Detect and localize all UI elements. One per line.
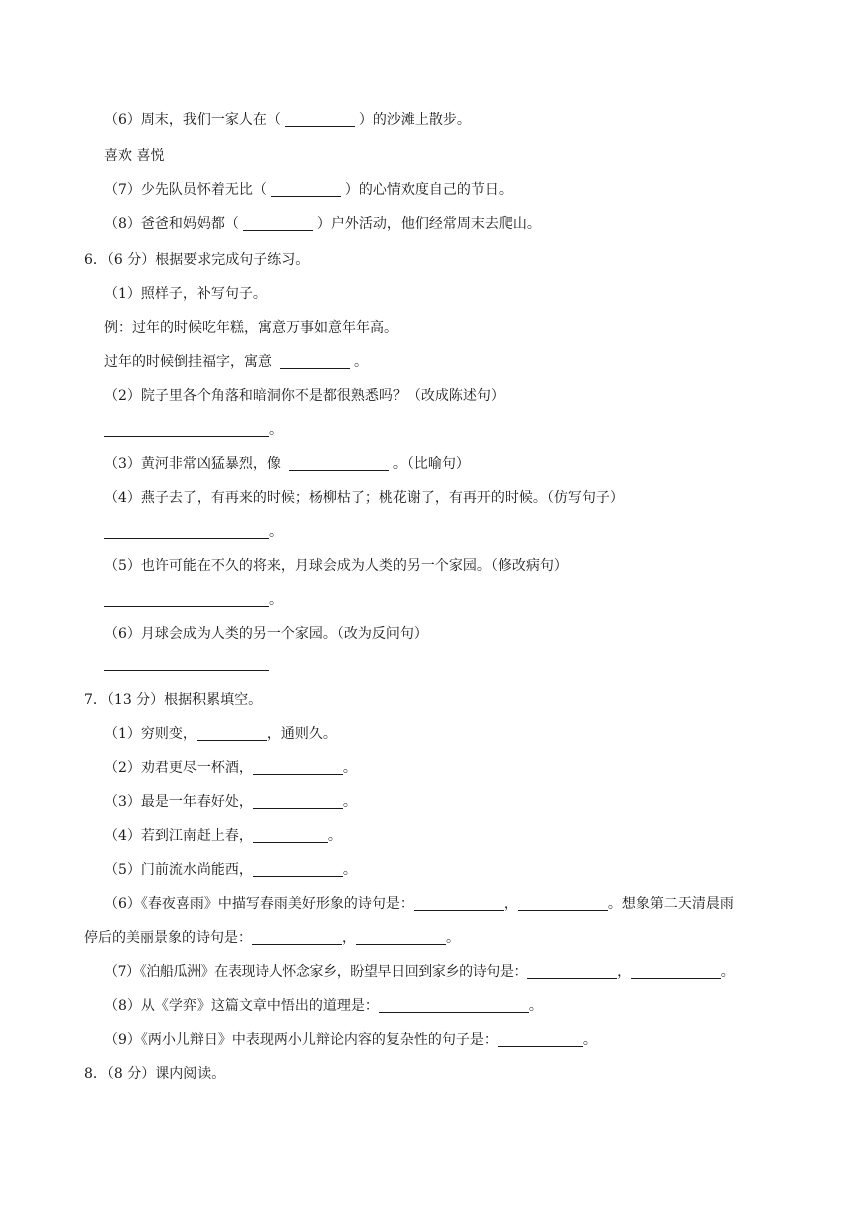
q7-item-3-text-end: 。 bbox=[342, 794, 357, 810]
q7-item-2-text: （2）劝君更尽一杯酒， bbox=[104, 760, 253, 776]
q7-item-1-text-end: ，通则久。 bbox=[266, 726, 337, 742]
q7-item-8 bbox=[104, 996, 543, 1016]
q6-title: 6．（6 分）根据要求完成句子练习。 bbox=[84, 252, 310, 268]
q7-item-1-text: （1）穷则变， bbox=[104, 726, 197, 742]
answer-blank[interactable] bbox=[498, 1032, 583, 1047]
answer-blank[interactable] bbox=[271, 182, 341, 197]
q5-item-6-text: （6）周末，我们一家人在（ bbox=[104, 112, 281, 128]
q7-item-6b-text-end: 。 bbox=[446, 930, 460, 946]
answer-blank[interactable] bbox=[527, 964, 617, 979]
q6-answer-line-5[interactable] bbox=[104, 590, 283, 610]
period: 。 bbox=[269, 422, 283, 438]
answer-blank[interactable] bbox=[197, 726, 267, 741]
q7-title: 7．（13 分）根据积累填空。 bbox=[84, 692, 263, 708]
q7-item-4-text-end: 。 bbox=[327, 828, 342, 844]
answer-blank[interactable] bbox=[631, 964, 721, 979]
answer-blank[interactable] bbox=[414, 896, 504, 911]
q6-item-4: （4）燕子去了，有再来的时候；杨柳枯了；桃花谢了，有再开的时候。（仿写句子） bbox=[104, 490, 624, 506]
q6-answer-line-4[interactable] bbox=[104, 522, 283, 542]
q5-item-8-text: （8）爸爸和妈妈都（ bbox=[104, 216, 239, 232]
q6-item-2: （2）院子里各个角落和暗洞你不是都很熟悉吗？（改成陈述句） bbox=[104, 388, 505, 404]
q8-title: 8．（8 分）课内阅读。 bbox=[84, 1066, 226, 1082]
q7-item-6-continued bbox=[84, 928, 460, 948]
q5-item-8-text-end: ）户外活动，他们经常周末去爬山。 bbox=[316, 216, 541, 232]
answer-blank[interactable] bbox=[253, 828, 328, 843]
answer-blank[interactable] bbox=[104, 422, 269, 437]
q7-item-7-text: （7）《泊船瓜洲》在表现诗人怀念家乡，盼望早日回到家乡的诗句是： bbox=[104, 964, 528, 980]
q7-item-9-text-end: 。 bbox=[582, 1032, 597, 1048]
answer-blank[interactable] bbox=[280, 354, 350, 369]
q7-item-6-text: （6）《春夜喜雨》中描写春雨美好形象的诗句是： bbox=[104, 896, 414, 912]
q5-item-6 bbox=[104, 110, 471, 130]
answer-blank[interactable] bbox=[243, 216, 313, 231]
answer-blank[interactable] bbox=[253, 862, 343, 877]
comma: ， bbox=[503, 896, 518, 912]
q7-item-6 bbox=[104, 894, 734, 914]
answer-blank[interactable] bbox=[518, 896, 608, 911]
q6-item-5: （5）也许可能在不久的将来，月球会成为人类的另一个家园。（修改病句） bbox=[104, 558, 568, 574]
q7-item-7-text-end: 。 bbox=[720, 964, 735, 980]
q7-item-3-text: （3）最是一年春好处， bbox=[104, 794, 253, 810]
q6-item-3-text: （3）黄河非常凶猛暴烈，像 bbox=[104, 456, 281, 472]
q6-fill-1 bbox=[104, 352, 368, 372]
q7-item-9 bbox=[104, 1030, 597, 1050]
q5-item-6-text-end: ）的沙滩上散步。 bbox=[358, 112, 471, 128]
q7-item-1 bbox=[104, 724, 337, 744]
q5-item-7-text: （7）少先队员怀着无比（ bbox=[104, 182, 267, 198]
q6-item-3-text-end: 。（比喻句） bbox=[392, 456, 470, 472]
period: 。 bbox=[269, 524, 283, 540]
q7-item-3 bbox=[104, 792, 357, 812]
answer-blank[interactable] bbox=[104, 592, 269, 607]
q7-item-6-text-end: 。想象第二天清晨雨 bbox=[607, 896, 734, 912]
q7-item-2 bbox=[104, 758, 357, 778]
answer-blank[interactable] bbox=[253, 794, 343, 809]
q6-answer-line-6[interactable] bbox=[104, 670, 269, 671]
q6-example: 例：过年的时候吃年糕，寓意万事如意年年高。 bbox=[104, 320, 398, 336]
comma: ， bbox=[617, 964, 631, 980]
q5-word-bank: 喜欢 喜悦 bbox=[104, 148, 165, 164]
q7-item-8-text-end: 。 bbox=[528, 998, 543, 1014]
q5-item-7-text-end: ）的心情欢度自己的节日。 bbox=[344, 182, 513, 198]
q7-item-9-text: （9）《两小儿辩日》中表现两小儿辩论内容的复杂性的句子是： bbox=[104, 1032, 498, 1048]
q6-item-6: （6）月球会成为人类的另一个家园。（改为反问句） bbox=[104, 626, 428, 642]
answer-blank[interactable] bbox=[104, 524, 269, 539]
answer-blank[interactable] bbox=[285, 112, 355, 127]
q6-answer-line-2[interactable] bbox=[104, 420, 283, 440]
q5-item-7 bbox=[104, 180, 513, 200]
q7-item-2-text-end: 。 bbox=[342, 760, 357, 776]
answer-blank[interactable] bbox=[356, 930, 446, 945]
period: 。 bbox=[269, 592, 283, 608]
answer-blank[interactable] bbox=[289, 456, 389, 471]
q7-item-4 bbox=[104, 826, 342, 846]
q6-item-3 bbox=[104, 454, 470, 474]
q5-item-8 bbox=[104, 214, 541, 234]
answer-blank[interactable] bbox=[253, 760, 343, 775]
answer-blank[interactable] bbox=[379, 998, 529, 1013]
q6-item-1: （1）照样子，补写句子。 bbox=[104, 286, 267, 302]
q7-item-7 bbox=[104, 962, 734, 982]
q6-fill-1-text-end: 。 bbox=[354, 354, 368, 370]
comma: ， bbox=[342, 930, 356, 946]
q7-item-5 bbox=[104, 860, 357, 880]
answer-blank[interactable] bbox=[252, 930, 342, 945]
q6-fill-1-text: 过年的时候倒挂福字，寓意 bbox=[104, 354, 272, 370]
q7-item-8-text: （8）从《学弈》这篇文章中悟出的道理是： bbox=[104, 998, 379, 1014]
q7-item-5-text: （5）门前流水尚能西， bbox=[104, 862, 253, 878]
q7-item-4-text: （4）若到江南赶上春， bbox=[104, 828, 253, 844]
q7-item-6b-text: 停后的美丽景象的诗句是： bbox=[84, 930, 252, 946]
q7-item-5-text-end: 。 bbox=[342, 862, 357, 878]
